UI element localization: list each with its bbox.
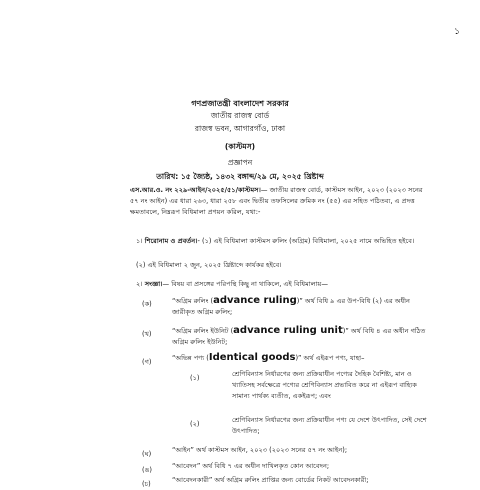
section-1-sub2: (২) এই বিধিমালা ২ জুন, ২০২৫ খ্রিষ্টাব্দে কার্যকর হইবে।	[136, 261, 282, 269]
government-title: গণপ্রজাতন্ত্রী বাংলাদেশ সরকার	[191, 99, 289, 108]
section-1-text: - (১) এই বিধিমালা কাস্টমস রুলিং (অগ্রিম) বিধিমালা, ২০২৫ নামে অভিহিত হইবে।	[197, 237, 415, 245]
intro-text: — জাতীয় রাজস্ব বোর্ড, কাস্টমস আইন, ২০২৩ (২০২৩ সনের ৫৭ নং আইন) এর ধারা ২৬৩, ধারা ২৫৮ এবং দ্বিতীয় তফসিলের ক্রমিক নং (৫৫) এর সহিত পঠিতব্য, এ প্রদত্ত ক্ষমতাবলে, নিম্নরূপ বিধিমালা প্রণয়ন করিল, যথা:-	[130, 186, 423, 216]
subdef-label: (১)	[190, 374, 200, 382]
def-label: (ঘ)	[142, 450, 152, 458]
english-term: advance ruling unit	[233, 325, 343, 336]
section-2	[136, 279, 328, 290]
department: (কাস্টমস)	[224, 142, 256, 151]
english-term: advance ruling	[213, 295, 297, 306]
def-label: (ক)	[142, 300, 152, 308]
definition-item: “অগ্রিম রুলিং ইউনিট (advance ruling unit)” অর্থ বিধি ৪ এর অধীন গঠিত অগ্রিম রুলিং ইউনিট;	[172, 325, 426, 346]
section-2-number: ২।	[136, 280, 143, 288]
section-2-text: — বিষয় বা প্রসঙ্গের পরিপন্থি কিছু না থাকিলে, এই বিধিমালায়—	[162, 280, 328, 288]
english-term: Identical goods	[208, 352, 296, 363]
definition-item: “আবেদনকারী” অর্থ অগ্রিম রুলিং প্রাপ্তির জন্য বোর্ডের নিকট আবেদনকারী;	[172, 476, 369, 484]
page-number: ১	[454, 27, 460, 37]
section-1	[136, 236, 426, 247]
board-name: জাতীয় রাজস্ব বোর্ড	[210, 111, 270, 120]
subdefinition-item: শ্রেণিবিন্যাস নির্ধারণের জন্য প্রক্রিয়াধীন পণ্য যে দেশে উৎপাদিত, সেই দেশে উৎপাদিত;	[232, 416, 427, 435]
notice-date: তারিখ: ১৫ জ্যৈষ্ঠ, ১৪৩২ বঙ্গাব্দ/২৯ মে, ২০২৫ খ্রিষ্টাব্দ	[156, 172, 324, 181]
subdefinition-item: শ্রেণিবিন্যাস নির্ধারণের জন্য প্রক্রিয়াধীন পণ্যের দৈহিক বৈশিষ্ট্য, মান ও খ্যাতিসহ সর্বক্ষেত্রে পণ্যের শ্রেণিবিন্যাস প্রভাবিত করে না এইরূপ বাহ্যিক সামান্য পার্থক্য ব্যতীত, একইরূপ; এবং	[232, 370, 417, 400]
def-label: (গ)	[142, 358, 152, 366]
section-1-number: ১।	[136, 237, 143, 245]
definition-item: “অগ্রিম রুলিং (advance ruling)” অর্থ বিধি ৯ এর উপ-বিধি (২) এর অধীন জারীকৃত অগ্রিম রুলিং;	[172, 295, 410, 316]
section-2-title: সংজ্ঞা।	[144, 280, 163, 288]
definition-item: “আইন” অর্থ কাস্টমস আইন, ২০২৩ (২০২৩ সনের ৫৭ নং আইন);	[172, 446, 348, 454]
definition-item: “অভিন্ন পণ্য (Identical goods)” অর্থ এইরূপ পণ্য, যাহা–	[172, 352, 365, 363]
definition-item: “আবেদন” অর্থ বিধি ৭ এর অধীন দাখিলকৃত কোন আবেদন;	[172, 462, 330, 470]
sro-reference: এস.আর.ও. নং ২২৯-আইন/২০২৫/৫১/কাস্টমস।	[130, 186, 261, 194]
def-label: (চ)	[142, 480, 151, 488]
def-label: (ঙ)	[142, 466, 152, 474]
subdef-label: (২)	[190, 420, 200, 428]
board-address: রাজস্ব ভবন, আগারগাঁও, ঢাকা	[194, 124, 286, 133]
notice-title: প্রজ্ঞাপন	[227, 158, 253, 167]
intro-paragraph	[130, 185, 430, 218]
section-1-title: শিরোনাম ও প্রবর্তন।	[144, 237, 198, 245]
def-label: (খ)	[142, 330, 152, 338]
